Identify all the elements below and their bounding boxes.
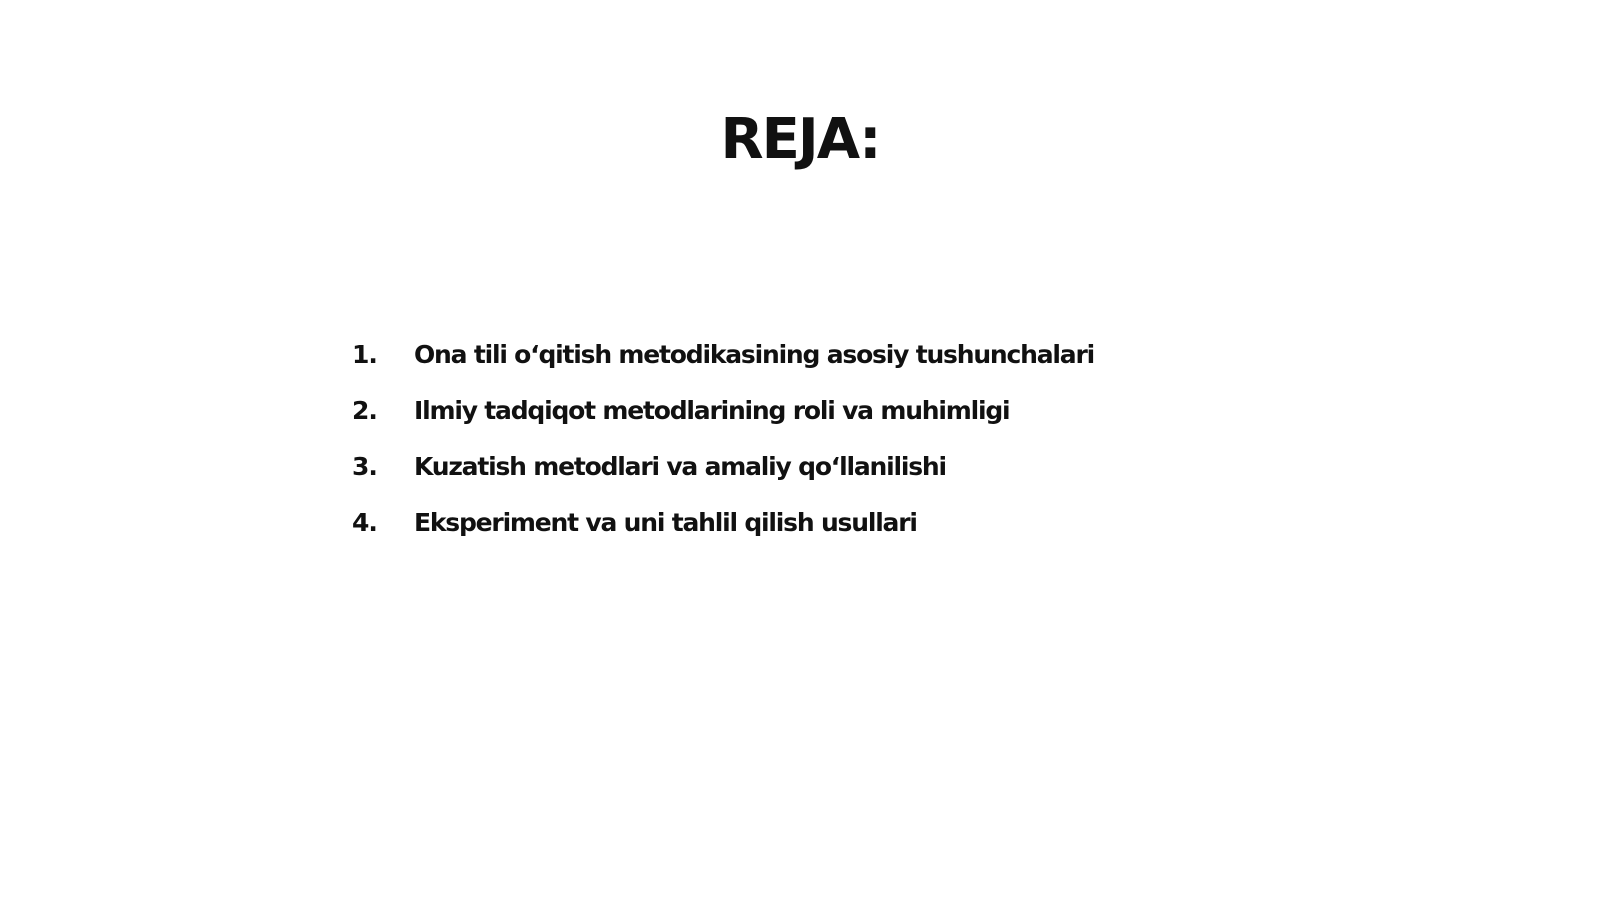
- agenda-item-number: 3.: [352, 451, 377, 481]
- agenda-item: [352, 382, 1094, 438]
- agenda-item-text: Eksperiment va uni tahlil qilish usullari: [414, 507, 917, 537]
- agenda-item: [352, 494, 1094, 550]
- agenda-item-number: 2.: [352, 395, 377, 425]
- agenda-item: [352, 438, 1094, 494]
- agenda-item-text: Ona tili o‘qitish metodikasining asosiy tushunchalari: [414, 339, 1094, 369]
- agenda-item-number: 4.: [352, 507, 377, 537]
- agenda-item-text: Ilmiy tadqiqot metodlarining roli va muhimligi: [414, 395, 1010, 425]
- slide-title: REJA:: [720, 107, 880, 172]
- agenda-item-number: 1.: [352, 339, 377, 369]
- agenda-item: [352, 326, 1094, 382]
- agenda-item-text: Kuzatish metodlari va amaliy qo‘llanilishi: [414, 451, 946, 481]
- agenda-list: [352, 326, 1094, 550]
